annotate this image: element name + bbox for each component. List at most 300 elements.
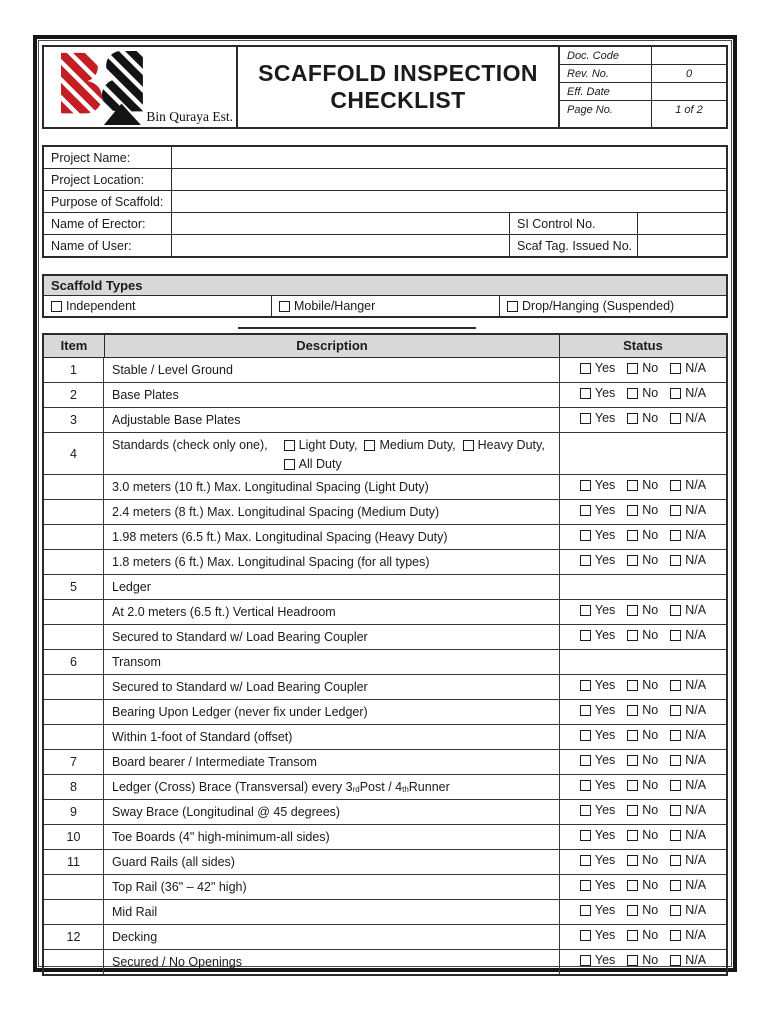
checkbox-label: Yes bbox=[594, 603, 616, 617]
checkbox-label: N/A bbox=[685, 853, 707, 867]
checkbox-option[interactable] bbox=[627, 928, 658, 942]
checkbox-label: N/A bbox=[685, 903, 707, 917]
header bbox=[42, 45, 728, 129]
checkbox-icon[interactable] bbox=[670, 480, 681, 491]
checkbox-option[interactable] bbox=[627, 678, 658, 692]
checkbox-icon[interactable] bbox=[670, 605, 681, 616]
checklist-status-cell bbox=[560, 550, 726, 574]
checkbox-icon[interactable] bbox=[627, 555, 638, 566]
checklist-row bbox=[44, 850, 726, 875]
checkbox-label: N/A bbox=[685, 503, 707, 517]
checklist-description: Secured to Standard w/ Load Bearing Coupler bbox=[104, 625, 560, 649]
checkbox-label: N/A bbox=[685, 753, 707, 767]
project-info-row bbox=[44, 235, 726, 256]
checkbox-option[interactable] bbox=[670, 553, 706, 567]
checkbox-option[interactable] bbox=[627, 778, 658, 792]
checkbox-icon[interactable] bbox=[580, 480, 591, 491]
checkbox-option[interactable] bbox=[279, 299, 375, 313]
checkbox-label: Yes bbox=[594, 703, 616, 717]
inline-options-line bbox=[284, 437, 545, 453]
checklist-status-cell bbox=[560, 408, 726, 432]
checklist-description: Guard Rails (all sides) bbox=[104, 850, 560, 874]
checklist-status-cell bbox=[560, 675, 726, 699]
checkbox-option[interactable] bbox=[580, 678, 615, 692]
checkbox-icon[interactable] bbox=[670, 880, 681, 891]
checklist-status-cell bbox=[560, 875, 726, 899]
checklist-item-number: 4 bbox=[44, 433, 104, 474]
inline-options bbox=[284, 437, 545, 472]
checklist-status-cell bbox=[560, 500, 726, 524]
checkbox-option[interactable] bbox=[580, 553, 615, 567]
checkbox-icon[interactable] bbox=[627, 955, 638, 966]
checkbox-icon[interactable] bbox=[580, 955, 591, 966]
checkbox-icon[interactable] bbox=[670, 705, 681, 716]
checkbox-option[interactable] bbox=[627, 603, 658, 617]
checkbox-icon[interactable] bbox=[627, 780, 638, 791]
checklist-row bbox=[44, 500, 726, 525]
checkbox-icon[interactable] bbox=[580, 905, 591, 916]
checklist-status-cell bbox=[560, 950, 726, 974]
checkbox-icon[interactable] bbox=[670, 680, 681, 691]
checkbox-option[interactable] bbox=[670, 753, 706, 767]
checkbox-option[interactable] bbox=[580, 878, 615, 892]
checkbox-icon[interactable] bbox=[627, 930, 638, 941]
checkbox-icon[interactable] bbox=[580, 805, 591, 816]
checkbox-option[interactable] bbox=[364, 437, 455, 453]
checklist-status-cell bbox=[560, 433, 726, 474]
checkbox-icon[interactable] bbox=[627, 505, 638, 516]
checklist-row bbox=[44, 825, 726, 850]
column-header-item: Item bbox=[44, 335, 105, 357]
checkbox-label: No bbox=[642, 386, 659, 400]
checkbox-option[interactable] bbox=[670, 728, 706, 742]
checklist-status-cell bbox=[560, 358, 726, 382]
doc-info-value bbox=[652, 47, 726, 64]
checkbox-icon[interactable] bbox=[580, 363, 591, 374]
checkbox-option[interactable] bbox=[670, 878, 706, 892]
checkbox-icon[interactable] bbox=[627, 830, 638, 841]
checkbox-icon[interactable] bbox=[580, 413, 591, 424]
checklist-description: Base Plates bbox=[104, 383, 560, 407]
project-field-label: Project Name: bbox=[44, 147, 172, 168]
checkbox-label: Yes bbox=[594, 411, 616, 425]
checkbox-option[interactable] bbox=[580, 411, 615, 425]
checklist-item-number: 8 bbox=[44, 775, 104, 799]
checklist-item-number: 12 bbox=[44, 925, 104, 949]
project-field-label: Purpose of Scaffold: bbox=[44, 191, 172, 212]
checklist-status-cell bbox=[560, 575, 726, 599]
checklist-description: Within 1-foot of Standard (offset) bbox=[104, 725, 560, 749]
checkbox-option[interactable] bbox=[670, 928, 706, 942]
checkbox-icon[interactable] bbox=[580, 855, 591, 866]
project-field-label: SI Control No. bbox=[510, 213, 638, 234]
checkbox-label: No bbox=[642, 361, 659, 375]
checklist-row bbox=[44, 408, 726, 433]
checkbox-option[interactable] bbox=[463, 437, 545, 453]
checkbox-label: No bbox=[642, 903, 659, 917]
checkbox-icon[interactable] bbox=[284, 440, 295, 451]
checkbox-icon[interactable] bbox=[670, 905, 681, 916]
checkbox-option[interactable] bbox=[580, 603, 615, 617]
checkbox-icon[interactable] bbox=[580, 505, 591, 516]
checkbox-label: Yes bbox=[594, 386, 616, 400]
checklist-description: Adjustable Base Plates bbox=[104, 408, 560, 432]
checklist-status-cell bbox=[560, 625, 726, 649]
checkbox-option[interactable] bbox=[670, 828, 706, 842]
checkbox-option[interactable] bbox=[580, 528, 615, 542]
checklist-item-number bbox=[44, 875, 104, 899]
inline-options-line bbox=[284, 456, 545, 472]
checkbox-icon[interactable] bbox=[627, 630, 638, 641]
checkbox-label: N/A bbox=[685, 878, 707, 892]
checkbox-option[interactable] bbox=[670, 411, 706, 425]
checkbox-option[interactable] bbox=[284, 437, 358, 453]
checkbox-option[interactable] bbox=[670, 361, 706, 375]
checkbox-label: N/A bbox=[685, 386, 707, 400]
checkbox-label: No bbox=[642, 953, 659, 967]
checkbox-option[interactable] bbox=[580, 928, 615, 942]
checklist-row bbox=[44, 700, 726, 725]
checklist-status-cell bbox=[560, 925, 726, 949]
checkbox-icon[interactable] bbox=[627, 388, 638, 399]
checklist-status-cell bbox=[560, 800, 726, 824]
checklist-status-cell bbox=[560, 725, 726, 749]
checkbox-option[interactable] bbox=[627, 503, 658, 517]
checkbox-label: N/A bbox=[685, 553, 707, 567]
checkbox-icon[interactable] bbox=[580, 388, 591, 399]
checklist-description: Ledger (Cross) Brace (Transversal) every 3 rd Post / 4 th Runner bbox=[104, 775, 560, 799]
checklist-item-number bbox=[44, 725, 104, 749]
checklist-description-text: Standards (check only one), bbox=[112, 438, 268, 452]
checkbox-icon[interactable] bbox=[670, 830, 681, 841]
checkbox-option[interactable] bbox=[580, 828, 615, 842]
doc-info-label: Rev. No. bbox=[560, 65, 652, 82]
doc-info-table bbox=[560, 47, 726, 127]
checklist-item-number bbox=[44, 475, 104, 499]
checklist-item-number bbox=[44, 525, 104, 549]
page-title bbox=[238, 47, 560, 127]
checkbox-icon[interactable] bbox=[670, 630, 681, 641]
checkbox-option[interactable] bbox=[627, 478, 658, 492]
checkbox-label: Yes bbox=[594, 528, 616, 542]
checkbox-icon[interactable] bbox=[627, 363, 638, 374]
checkbox-option[interactable] bbox=[670, 678, 706, 692]
checkbox-icon[interactable] bbox=[580, 555, 591, 566]
checklist-status-cell bbox=[560, 850, 726, 874]
company-name: Bin Quraya Est. bbox=[146, 109, 233, 124]
checkbox-option[interactable] bbox=[670, 386, 706, 400]
checklist-description: Ledger bbox=[104, 575, 560, 599]
checkbox-option[interactable] bbox=[580, 703, 615, 717]
checklist-item-number bbox=[44, 675, 104, 699]
doc-info-value bbox=[652, 83, 726, 100]
doc-info-value: 1 of 2 bbox=[675, 104, 703, 117]
checklist-table bbox=[42, 333, 728, 976]
scaffold-types-title: Scaffold Types bbox=[44, 276, 726, 296]
checkbox-option[interactable] bbox=[670, 803, 706, 817]
checkbox-icon[interactable] bbox=[670, 530, 681, 541]
checkbox-option[interactable] bbox=[580, 903, 615, 917]
checkbox-icon[interactable] bbox=[364, 440, 375, 451]
checkbox-label: No bbox=[642, 753, 659, 767]
checkbox-icon[interactable] bbox=[627, 680, 638, 691]
checklist-description: Secured to Standard w/ Load Bearing Coupler bbox=[104, 675, 560, 699]
checklist-status-cell bbox=[560, 383, 726, 407]
checklist-status-cell bbox=[560, 750, 726, 774]
checkbox-option[interactable] bbox=[627, 728, 658, 742]
checklist-status-cell bbox=[560, 600, 726, 624]
checkbox-option[interactable] bbox=[580, 953, 615, 967]
checklist-description: Bearing Upon Ledger (never fix under Ledger) bbox=[104, 700, 560, 724]
doc-info-row bbox=[560, 101, 726, 127]
scaffold-type-option[interactable] bbox=[500, 296, 726, 316]
checkbox-icon[interactable] bbox=[580, 880, 591, 891]
checklist-description: 2.4 meters (8 ft.) Max. Longitudinal Spacing (Medium Duty) bbox=[104, 500, 560, 524]
checkbox-icon[interactable] bbox=[627, 805, 638, 816]
checkbox-option[interactable] bbox=[507, 299, 674, 313]
checkbox-label: Yes bbox=[594, 953, 616, 967]
checkbox-option[interactable] bbox=[627, 803, 658, 817]
checkbox-icon[interactable] bbox=[670, 780, 681, 791]
checkbox-icon[interactable] bbox=[580, 705, 591, 716]
checklist-item-number bbox=[44, 700, 104, 724]
checkbox-label: No bbox=[642, 778, 659, 792]
checkbox-icon[interactable] bbox=[463, 440, 474, 451]
project-field-label: Name of User: bbox=[44, 235, 172, 256]
checklist-status-cell bbox=[560, 775, 726, 799]
project-info-row bbox=[44, 169, 726, 191]
checkbox-label: N/A bbox=[685, 678, 707, 692]
checkbox-label: Yes bbox=[594, 361, 616, 375]
ordinal-suffix: th bbox=[402, 785, 409, 794]
checklist-item-number bbox=[44, 900, 104, 924]
checkbox-icon[interactable] bbox=[580, 830, 591, 841]
checkbox-label: Drop/Hanging (Suspended) bbox=[522, 299, 675, 313]
checkbox-label: Yes bbox=[594, 478, 616, 492]
checkbox-option[interactable] bbox=[627, 703, 658, 717]
checkbox-label: No bbox=[642, 703, 659, 717]
checkbox-icon[interactable] bbox=[670, 363, 681, 374]
column-header-description: Description bbox=[105, 335, 560, 357]
checkbox-icon[interactable] bbox=[670, 413, 681, 424]
doc-info-label: Eff. Date bbox=[560, 83, 652, 100]
checkbox-option[interactable] bbox=[670, 528, 706, 542]
checkbox-option[interactable] bbox=[284, 456, 342, 472]
checkbox-option[interactable] bbox=[580, 478, 615, 492]
checkbox-icon[interactable] bbox=[580, 730, 591, 741]
checkbox-label: N/A bbox=[685, 728, 707, 742]
checklist-header-row bbox=[44, 335, 726, 358]
checkbox-label: Yes bbox=[594, 753, 616, 767]
checkbox-label: Independent bbox=[66, 299, 136, 313]
checklist-row bbox=[44, 875, 726, 900]
checkbox-option[interactable] bbox=[580, 361, 615, 375]
ordinal-suffix: rd bbox=[352, 785, 360, 794]
checkbox-icon[interactable] bbox=[627, 755, 638, 766]
checkbox-icon[interactable] bbox=[670, 505, 681, 516]
checkbox-option[interactable] bbox=[670, 603, 706, 617]
checkbox-icon[interactable] bbox=[580, 605, 591, 616]
project-field-value[interactable] bbox=[638, 235, 726, 256]
checkbox-icon[interactable] bbox=[670, 930, 681, 941]
checkbox-option[interactable] bbox=[580, 386, 615, 400]
checkbox-option[interactable] bbox=[670, 503, 706, 517]
checklist-row bbox=[44, 575, 726, 600]
checkbox-option[interactable] bbox=[627, 628, 658, 642]
checkbox-icon[interactable] bbox=[670, 388, 681, 399]
checkbox-icon[interactable] bbox=[627, 530, 638, 541]
checklist-description: Decking bbox=[104, 925, 560, 949]
checklist-status-cell bbox=[560, 475, 726, 499]
checkbox-label: Yes bbox=[594, 853, 616, 867]
checkbox-icon[interactable] bbox=[580, 755, 591, 766]
scaffold-type-option[interactable] bbox=[272, 296, 500, 316]
checkbox-label: Mobile/Hanger bbox=[294, 299, 376, 313]
checklist-row bbox=[44, 950, 726, 974]
checkbox-option[interactable] bbox=[627, 953, 658, 967]
page-title-line1: SCAFFOLD INSPECTION bbox=[258, 59, 538, 86]
checklist-status-cell bbox=[560, 650, 726, 674]
checkbox-icon[interactable] bbox=[670, 555, 681, 566]
checkbox-label: Yes bbox=[594, 928, 616, 942]
checkbox-option[interactable] bbox=[627, 411, 658, 425]
checkbox-icon[interactable] bbox=[627, 880, 638, 891]
checklist-item-number bbox=[44, 600, 104, 624]
checkbox-option[interactable] bbox=[580, 628, 615, 642]
checkbox-option[interactable] bbox=[670, 953, 706, 967]
checkbox-option[interactable] bbox=[627, 853, 658, 867]
checklist-row bbox=[44, 800, 726, 825]
project-field-value[interactable] bbox=[172, 147, 726, 168]
project-field-value[interactable] bbox=[172, 235, 510, 256]
checkbox-option[interactable] bbox=[580, 728, 615, 742]
checkbox-label: N/A bbox=[685, 778, 707, 792]
checkbox-icon[interactable] bbox=[627, 705, 638, 716]
checkbox-icon[interactable] bbox=[284, 459, 295, 470]
checkbox-option[interactable] bbox=[670, 478, 706, 492]
checkbox-icon[interactable] bbox=[627, 413, 638, 424]
checkbox-option[interactable] bbox=[670, 628, 706, 642]
checkbox-icon[interactable] bbox=[670, 855, 681, 866]
checklist-row bbox=[44, 900, 726, 925]
checkbox-icon[interactable] bbox=[580, 680, 591, 691]
checkbox-label: No bbox=[642, 853, 659, 867]
checkbox-option[interactable] bbox=[627, 553, 658, 567]
checklist-status-cell bbox=[560, 525, 726, 549]
checklist-row bbox=[44, 475, 726, 500]
checklist-item-number bbox=[44, 625, 104, 649]
checklist-item-number bbox=[44, 950, 104, 974]
checkbox-label: Yes bbox=[594, 803, 616, 817]
checklist-description: Board bearer / Intermediate Transom bbox=[104, 750, 560, 774]
checkbox-label: No bbox=[642, 928, 659, 942]
checklist-row bbox=[44, 650, 726, 675]
doc-info-row bbox=[560, 65, 726, 83]
checkbox-label: No bbox=[642, 878, 659, 892]
checkbox-option[interactable] bbox=[627, 753, 658, 767]
checkbox-label: N/A bbox=[685, 411, 707, 425]
checklist-row bbox=[44, 925, 726, 950]
checkbox-icon[interactable] bbox=[627, 855, 638, 866]
checkbox-icon[interactable] bbox=[670, 755, 681, 766]
project-field-value[interactable] bbox=[172, 213, 510, 234]
project-field-value[interactable] bbox=[172, 169, 726, 190]
checklist-item-number: 3 bbox=[44, 408, 104, 432]
checkbox-icon[interactable] bbox=[279, 301, 290, 312]
checklist-description: At 2.0 meters (6.5 ft.) Vertical Headroom bbox=[104, 600, 560, 624]
checklist-item-number: 6 bbox=[44, 650, 104, 674]
checkbox-label: No bbox=[642, 528, 659, 542]
page-title-line2: CHECKLIST bbox=[330, 87, 466, 113]
doc-info-label: Doc. Code bbox=[560, 47, 652, 64]
checkbox-icon[interactable] bbox=[580, 930, 591, 941]
page-frame bbox=[33, 35, 737, 972]
project-info-row bbox=[44, 147, 726, 169]
checkbox-option[interactable] bbox=[580, 853, 615, 867]
checkbox-option[interactable] bbox=[670, 853, 706, 867]
doc-info-row bbox=[560, 47, 726, 65]
logo bbox=[44, 47, 238, 127]
project-field-value[interactable] bbox=[638, 213, 726, 234]
checkbox-icon[interactable] bbox=[627, 730, 638, 741]
checkbox-option[interactable] bbox=[580, 503, 615, 517]
checklist-item-number bbox=[44, 500, 104, 524]
checkbox-option[interactable] bbox=[670, 778, 706, 792]
checkbox-icon[interactable] bbox=[627, 605, 638, 616]
checkbox-icon[interactable] bbox=[580, 780, 591, 791]
scaffold-type-option[interactable] bbox=[44, 296, 272, 316]
checkbox-icon[interactable] bbox=[627, 905, 638, 916]
checkbox-label: Yes bbox=[594, 628, 616, 642]
checkbox-option[interactable] bbox=[670, 903, 706, 917]
checkbox-icon[interactable] bbox=[507, 301, 518, 312]
checklist-item-number: 9 bbox=[44, 800, 104, 824]
checkbox-icon[interactable] bbox=[627, 480, 638, 491]
checkbox-label: Yes bbox=[594, 678, 616, 692]
checkbox-icon[interactable] bbox=[580, 530, 591, 541]
checkbox-icon[interactable] bbox=[670, 805, 681, 816]
checkbox-option[interactable] bbox=[51, 299, 136, 313]
checkbox-icon[interactable] bbox=[580, 630, 591, 641]
checkbox-icon[interactable] bbox=[670, 730, 681, 741]
checklist-row bbox=[44, 383, 726, 408]
project-field-value[interactable] bbox=[172, 191, 726, 212]
checkbox-option[interactable] bbox=[627, 878, 658, 892]
checkbox-icon[interactable] bbox=[51, 301, 62, 312]
checkbox-icon[interactable] bbox=[670, 955, 681, 966]
checkbox-label: Yes bbox=[594, 903, 616, 917]
checklist-row bbox=[44, 600, 726, 625]
doc-info-row bbox=[560, 83, 726, 101]
checkbox-label: No bbox=[642, 478, 659, 492]
checkbox-label: N/A bbox=[685, 528, 707, 542]
checkbox-option[interactable] bbox=[627, 528, 658, 542]
checkbox-label: No bbox=[642, 678, 659, 692]
checkbox-option[interactable] bbox=[627, 361, 658, 375]
checkbox-label: No bbox=[642, 628, 659, 642]
checkbox-option[interactable] bbox=[580, 753, 615, 767]
checkbox-option[interactable] bbox=[627, 828, 658, 842]
checkbox-option[interactable] bbox=[670, 703, 706, 717]
checkbox-option[interactable] bbox=[580, 803, 615, 817]
checkbox-label: N/A bbox=[685, 828, 707, 842]
checklist-status-cell bbox=[560, 900, 726, 924]
checkbox-option[interactable] bbox=[627, 903, 658, 917]
checkbox-label: No bbox=[642, 828, 659, 842]
doc-info-label: Page No. bbox=[560, 101, 652, 127]
checkbox-option[interactable] bbox=[627, 386, 658, 400]
checkbox-option[interactable] bbox=[580, 778, 615, 792]
